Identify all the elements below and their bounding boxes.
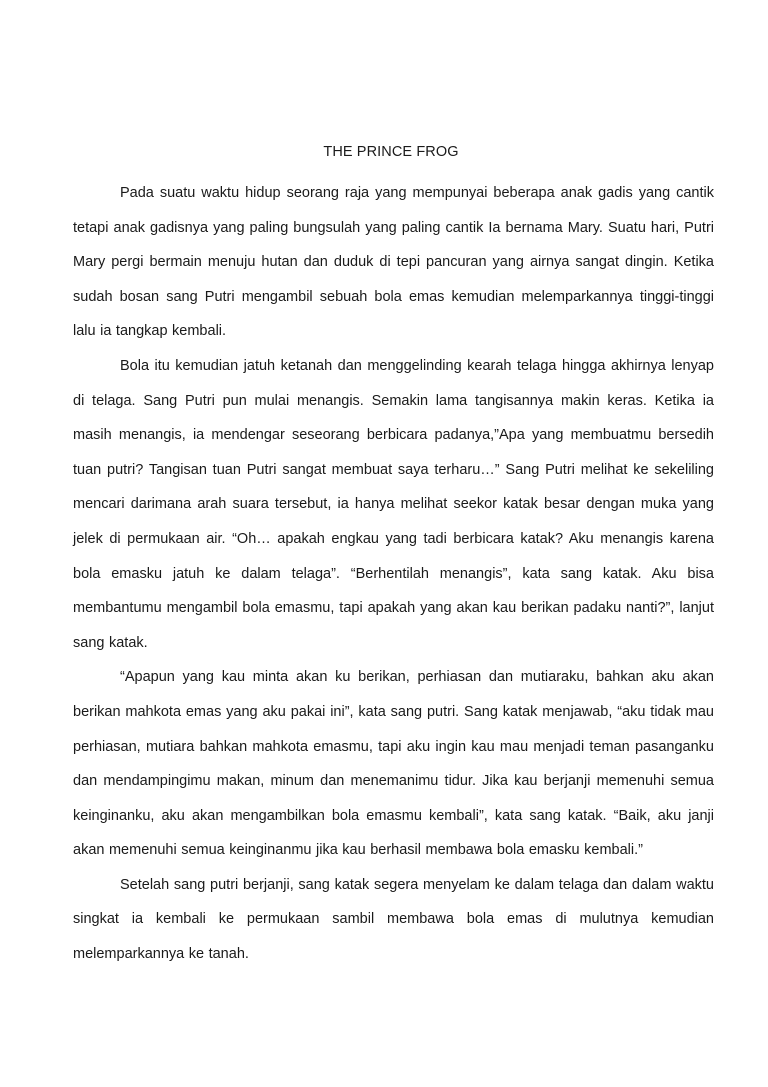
- document-title: THE PRINCE FROG: [323, 144, 459, 160]
- paragraph: Setelah sang putri berjanji, sang katak segera menyelam ke dalam telaga dan dalam waktu singkat ia kembali ke permukaan sambil membawa bola emas di mulutnya kemudian melemparkannya ke tanah.: [73, 876, 714, 963]
- paragraph: Bola itu kemudian jatuh ketanah dan menggelinding kearah telaga hingga akhirnya lenyap di telaga. Sang Putri pun mulai menangis. Semakin lama tangisannya makin keras. Ketika ia masih menangis, ia mendengar seseorang berbicara padanya,”Apa yang membuatmu bersedih tuan putri? Tangisan tuan Putri sangat membuat saya terharu…” Sang Putri melihat ke sekeliling mencari darimana arah suara tersebut, ia hanya melihat seekor katak besar dengan muka yang jelek di permukaan air. “Oh… apakah engkau yang tadi berbicara katak? Aku menangis karena bola emasku jatuh ke dalam telaga”. “Berhentilah menangis”, kata sang katak. Aku bisa membantumu mengambil bola emasmu, tapi apakah yang akan kau berikan padaku nanti?”, lanjut sang katak.: [73, 357, 714, 651]
- paragraph: “Apapun yang kau minta akan ku berikan, perhiasan dan mutiaraku, bahkan aku akan berikan mahkota emas yang aku pakai ini”, kata sang putri. Sang katak menjawab, “aku tidak mau perhiasan, mutiara bahkan mahkota emasmu, tapi aku ingin kau mau menjadi teman pasanganku dan mendampingimu makan, minum dan menemanimu tidur. Jika kau berjanji memenuhi semua keinginanku, aku akan mengambilkan bola emasmu kembali”, kata sang katak. “Baik, aku janji akan memenuhi semua keinginanmu jika kau berhasil membawa bola emasku kembali.”: [73, 669, 714, 859]
- document-body: [73, 176, 714, 972]
- paragraph: Pada suatu waktu hidup seorang raja yang mempunyai beberapa anak gadis yang cantik tetapi anak gadisnya yang paling bungsulah yang paling cantik Ia bernama Mary. Suatu hari, Putri Mary pergi bermain menuju hutan dan duduk di tepi pancuran yang airnya sangat dingin. Ketika sudah bosan sang Putri mengambil sebuah bola emas kemudian melemparkannya tinggi-tinggi lalu ia tangkap kembali.: [73, 185, 714, 340]
